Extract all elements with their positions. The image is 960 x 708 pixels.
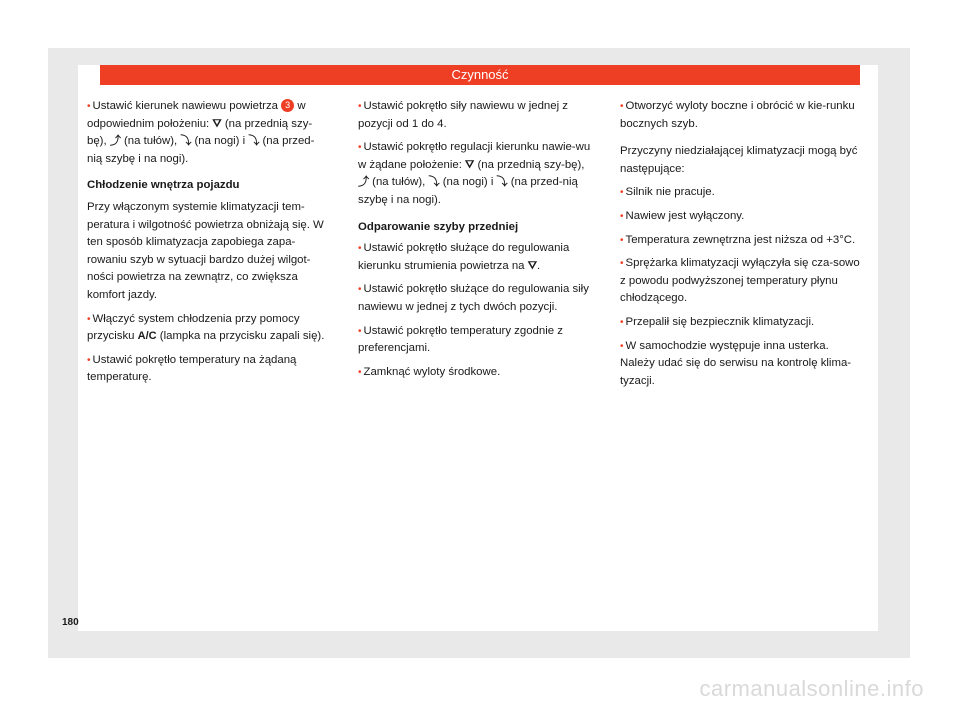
bullet-icon: •: [620, 258, 624, 270]
causes-list: [620, 184, 860, 390]
instruction-defrost-fan: • Ustawić pokrętło służące do regulowania siły nawiewu w jednej z tych dwóch pozycji.: [358, 283, 589, 313]
windscreen-icon: ⛛: [527, 259, 537, 272]
list-item: • Przepalił się bezpiecznik klimatyzacji.: [620, 315, 815, 328]
heading-defrost: Odparowanie szyby przedniej: [358, 220, 519, 233]
heading-cooling: Chłodzenie wnętrza pojazdu: [87, 179, 240, 192]
bullet-icon: •: [358, 243, 362, 255]
bullet-icon: •: [620, 316, 624, 328]
ac-button-icon: A/C: [137, 330, 157, 343]
bullet-icon: •: [87, 354, 91, 366]
section-header: Czynność: [100, 65, 860, 85]
list-item: • W samochodzie występuje inna usterka. Należy udać się do serwisu na kontrolę klima-tyzacji.: [620, 339, 852, 387]
watermark: carmanualsonline.info: [699, 676, 924, 701]
bullet-icon: •: [358, 366, 362, 378]
instruction-air-direction: • Ustawić kierunek nawiewu powietrza 3 w odpowiednim położeniu: ⛛ (na przednią szy-bę), ⤴ (na tułów), ⤵ (na nogi) i ⤵ (na przed-nią szybę i na nogi).: [87, 100, 315, 165]
feet-icon: ⤵: [180, 135, 192, 148]
instruction-fan-speed: • Ustawić pokrętło siły nawiewu w jednej z pozycji od 1 do 4.: [358, 100, 568, 130]
list-item: • Silnik nie pracuje.: [620, 186, 715, 199]
torso-icon: ⤴: [109, 135, 121, 148]
list-item: • Nawiew jest wyłączony.: [620, 209, 745, 222]
column-3: [620, 98, 860, 396]
bullet-icon: •: [620, 187, 624, 199]
windscreen-feet-icon: ⤵: [496, 176, 508, 189]
list-item: • Temperatura zewnętrzna jest niższa od +3°C.: [620, 233, 856, 246]
instruction-close-vents: • Zamknąć wyloty środkowe.: [358, 365, 501, 378]
bullet-icon: •: [87, 101, 91, 112]
instruction-defrost-temp: • Ustawić pokrętło temperatury zgodnie z preferencjami.: [358, 324, 563, 355]
windscreen-icon: ⛛: [465, 158, 475, 171]
instruction-ac-button: • Włączyć system chłodzenia przy pomocy przycisku A/C (lampka na przycisku zapali się).: [87, 311, 327, 346]
instruction-temperature: • Ustawić pokrętło temperatury na żądaną temperaturę.: [87, 353, 297, 384]
paragraph-causes: Przyczyny niedziałającej klimatyzacji mogą być następujące:: [620, 145, 858, 175]
column-1: [87, 98, 327, 393]
feet-icon: ⤵: [428, 176, 440, 189]
bullet-icon: •: [620, 234, 624, 246]
windscreen-feet-icon: ⤵: [248, 135, 260, 148]
callout-number: 3: [281, 99, 294, 112]
bullet-icon: •: [620, 210, 624, 222]
bullet-icon: •: [358, 101, 362, 112]
bullet-icon: •: [620, 340, 624, 352]
instruction-air-direction-2: • Ustawić pokrętło regulacji kierunku nawie-wu w żądane położenie: ⛛ (na przednią szy-bę), ⤴ (na tułów), ⤵ (na nogi) i ⤵ (na przed-nią szybę i na nogi).: [358, 141, 591, 206]
bullet-icon: •: [358, 142, 362, 154]
bullet-icon: •: [87, 313, 91, 325]
instruction-side-vents: • Otworzyć wyloty boczne i obrócić w kie-runku bocznych szyb.: [620, 100, 855, 130]
page-number: 180: [62, 617, 79, 628]
column-2: [358, 98, 598, 387]
paragraph-cooling: Przy włączonym systemie klimatyzacji tem-peratura i wilgotność powietrza obniżają się. W ten sposób klimatyzacja zapobiega zapa-rowaniu szyb w sytuacji bardzo dużej wilgot-ności powietrza na zewnątrz, co zwiększa komfort jazdy.: [87, 200, 324, 301]
bullet-icon: •: [620, 101, 624, 112]
footer: [0, 670, 960, 708]
bullet-icon: •: [358, 284, 362, 296]
list-item: • Sprężarka klimatyzacji wyłączyła się cza-sowo z powodu podwyższonej temperatury płynu chłodzącego.: [620, 257, 860, 305]
bullet-icon: •: [358, 325, 362, 337]
windscreen-icon: ⛛: [212, 117, 222, 130]
torso-icon: ⤴: [358, 176, 369, 189]
instruction-defrost-direction: • Ustawić pokrętło służące do regulowania kierunku strumienia powietrza na ⛛.: [358, 240, 598, 275]
